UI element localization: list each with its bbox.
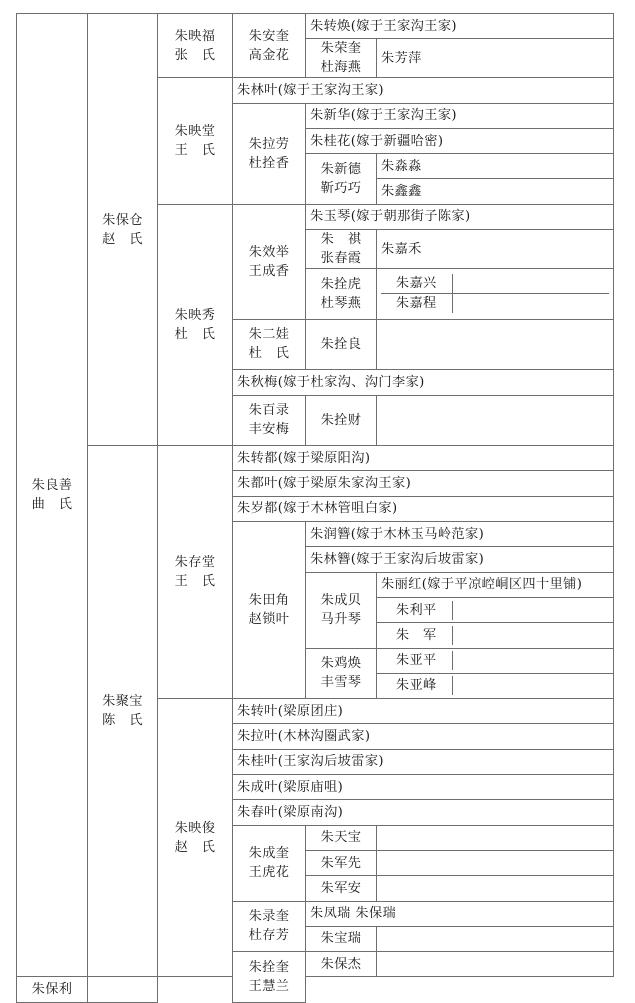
gen5-zhu-rong-kui <box>306 39 377 78</box>
gen4-zhu-cheng-ye: 朱成叶(梁原庙咀) <box>233 775 614 800</box>
blank-cell <box>377 876 614 901</box>
gen5-zhu-xin-de <box>306 154 377 205</box>
gen6-jia-xing-cheng-group <box>377 269 614 320</box>
gen5-spouse: 杜琴燕 <box>320 295 362 311</box>
gen5-zhu-shuan-hu <box>306 269 377 320</box>
blank-cell <box>377 850 614 875</box>
gen6-zhu-jia-he: 朱嘉禾 <box>377 230 614 269</box>
gen3-spouse: 赵 氏 <box>174 839 216 855</box>
table-row <box>17 977 614 1002</box>
blank-cell <box>452 651 609 670</box>
gen5-zhu-lin-zan: 朱林簪(嫁于王家沟后坡雷家) <box>306 547 614 572</box>
gen3-spouse: 杜 氏 <box>174 326 216 342</box>
gen5-spouse: 张春霞 <box>320 251 362 267</box>
gen4-name: 朱二娃 <box>248 327 290 343</box>
gen5-zhu-jun-an: 朱军安 <box>306 876 377 901</box>
blank-cell <box>377 395 614 446</box>
gen3-zhu-cun-tang <box>158 446 233 699</box>
gen4-zhu-an-kui <box>233 14 306 78</box>
gen4-spouse: 王成香 <box>248 263 290 279</box>
gen4-spouse: 丰安梅 <box>248 422 290 438</box>
ancestor-zhu-liang-shan <box>17 14 88 977</box>
gen6-zhu-fang-ping: 朱芳萍 <box>377 39 614 78</box>
gen5-name: 朱荣奎 <box>320 41 362 57</box>
gen4-zhu-er-wa <box>233 319 306 370</box>
gen4-zhu-sui-du: 朱岁都(嫁于木林管咀白家) <box>233 496 614 521</box>
gen6-zhu-ya-feng: 朱亚峰 <box>381 676 452 695</box>
gen5-zhu-xin-hua: 朱新华(嫁于王家沟王家) <box>306 103 614 128</box>
gen4-spouse: 杜 氏 <box>248 346 290 362</box>
gen5-zhu-qi <box>306 230 377 269</box>
gen5-name: 朱新德 <box>320 161 362 177</box>
gen5-name: 朱成贝 <box>320 593 362 609</box>
gen5-spouse: 靳巧巧 <box>320 180 362 196</box>
gen6-zhu-jia-xing: 朱嘉兴 <box>381 274 452 294</box>
gen4-name: 朱田角 <box>248 593 290 609</box>
gen6-zhu-li-hong: 朱丽红(嫁于平凉崆峒区四十里铺) <box>377 572 614 597</box>
gen4-name: 朱百录 <box>248 403 290 419</box>
gen4-zhu-lu-kui <box>233 901 306 952</box>
gen5-zhu-jun-xian: 朱军先 <box>306 850 377 875</box>
gen3-name: 朱映堂 <box>174 124 216 140</box>
gen6-jun-group <box>377 623 614 648</box>
gen5-spouse: 杜海燕 <box>320 60 362 76</box>
blank-cell <box>452 676 609 695</box>
gen4-zhu-la-lao <box>233 103 306 204</box>
gen5-zhu-yu-qin: 朱玉琴(嫁于朝那街子陈家) <box>306 204 614 229</box>
ancestor-spouse: 曲 氏 <box>31 497 73 513</box>
gen3-zhu-ying-xiu <box>158 204 233 445</box>
gen6-ya-ping-group <box>377 648 614 673</box>
gen4-zhu-gui-ye: 朱桂叶(王家沟后坡雷家) <box>233 749 614 774</box>
blank-cell <box>377 952 614 977</box>
gen6-zhu-xin-xin: 朱鑫鑫 <box>377 179 614 204</box>
gen6-zhu-sen-sen: 朱淼淼 <box>377 154 614 179</box>
gen4-zhu-du-ye: 朱都叶(嫁于梁原朱家沟王家) <box>233 471 614 496</box>
gen5-name: 朱 祺 <box>320 232 362 248</box>
gen6-zhu-jun: 朱 军 <box>381 626 452 645</box>
gen4-name: 朱拴奎 <box>248 959 290 975</box>
genealogy-table <box>16 13 614 1003</box>
gen4-spouse: 王虎花 <box>248 865 290 881</box>
gen5-zhu-bao-rui: 朱保瑞 <box>355 906 397 922</box>
blank-cell <box>452 626 609 645</box>
gen2-name: 朱聚宝 <box>102 694 143 710</box>
gen5-zhu-cheng-bei <box>306 572 377 648</box>
gen2-zhu-bao-cang <box>88 14 158 446</box>
gen3-name: 朱映秀 <box>174 307 216 323</box>
gen3-name: 朱映福 <box>174 28 216 44</box>
blank-cell <box>377 319 614 370</box>
gen4-zhu-la-ye: 朱拉叶(木林沟圈武家) <box>233 724 614 749</box>
gen4-zhu-zhuan-ye: 朱转叶(梁原团庄) <box>233 699 614 724</box>
blank-cell <box>377 926 614 951</box>
gen5-zhu-bao-jie: 朱保杰 <box>306 952 377 977</box>
gen5-zhu-bao-rui2: 朱宝瑞 <box>306 926 377 951</box>
gen4-name: 朱拉劳 <box>248 136 290 152</box>
gen4-zhu-shuan-kui <box>233 952 306 1003</box>
gen4-zhu-xiao-ju <box>233 204 306 319</box>
gen4-zhu-tian-jiao <box>233 522 306 699</box>
gen4-spouse: 赵锁叶 <box>248 612 290 628</box>
blank-cell <box>452 274 609 294</box>
blank-cell <box>452 294 609 314</box>
gen6-zhu-ya-ping: 朱亚平 <box>381 651 452 670</box>
gen6-ya-feng-group <box>377 673 614 698</box>
gen4-zhu-zhuan-du: 朱转都(嫁于梁原阳沟) <box>233 446 614 471</box>
gen4-spouse: 杜存芳 <box>248 928 290 944</box>
gen5-name: 朱拴虎 <box>320 276 362 292</box>
gen6-zhu-li-ping: 朱利平 <box>381 601 452 620</box>
table-row <box>17 446 614 471</box>
gen3-spouse: 张 氏 <box>174 47 216 63</box>
gen2-spouse: 陈 氏 <box>102 713 143 729</box>
gen4-spouse: 高金花 <box>248 47 290 63</box>
gen3-name: 朱映俊 <box>174 820 216 836</box>
gen5-zhu-bao-li: 朱保利 <box>17 977 88 1002</box>
gen3-spouse: 王 氏 <box>174 574 216 590</box>
gen4-spouse: 王慧兰 <box>248 978 290 994</box>
blank-cell <box>88 977 158 1002</box>
gen4-spouse: 杜拴香 <box>248 155 290 171</box>
gen3-zhu-ying-fu <box>158 14 233 78</box>
gen4-zhu-bai-lu <box>233 395 306 446</box>
blank-cell <box>452 601 609 620</box>
gen4-name: 朱录奎 <box>248 909 290 925</box>
gen4-name: 朱成奎 <box>248 846 290 862</box>
gen5-zhu-run-zan: 朱润簪(嫁于木林玉马岭范家) <box>306 522 614 547</box>
gen5-zhu-gui-hua: 朱桂花(嫁于新疆哈密) <box>306 128 614 153</box>
gen2-name: 朱保仓 <box>102 212 143 228</box>
gen5-zhu-tian-bao: 朱天宝 <box>306 825 377 850</box>
blank-cell <box>377 825 614 850</box>
gen4-zhu-lin-ye: 朱林叶(嫁于王家沟王家) <box>233 78 614 103</box>
gen5-zhu-zhuan-huan: 朱转焕(嫁于王家沟王家) <box>306 14 614 39</box>
gen5-zhu-shuan-cai: 朱拴财 <box>306 395 377 446</box>
gen2-zhu-ju-bao <box>88 446 158 977</box>
gen5-spouse: 马升琴 <box>320 612 362 628</box>
gen6-zhu-jia-cheng: 朱嘉程 <box>381 294 452 314</box>
gen5-feng-rui-bao-rui <box>306 901 614 926</box>
gen5-zhu-shuan-liang: 朱拴良 <box>306 319 377 370</box>
gen2-spouse: 赵 氏 <box>102 231 143 247</box>
gen5-spouse: 丰雪琴 <box>320 675 362 691</box>
gen6-li-ping-group <box>377 597 614 622</box>
gen4-zhu-cheng-kui <box>233 825 306 901</box>
gen3-zhu-ying-tang <box>158 78 233 204</box>
gen3-name: 朱存堂 <box>174 555 216 571</box>
gen4-name: 朱效举 <box>248 244 290 260</box>
gen3-zhu-ying-jun <box>158 699 233 977</box>
gen5-zhu-ji-huan <box>306 648 377 699</box>
gen5-name: 朱鸡焕 <box>320 656 362 672</box>
gen5-zhu-feng-rui: 朱凤瑞 <box>310 906 351 922</box>
table-row <box>17 14 614 39</box>
gen3-spouse: 王 氏 <box>174 143 216 159</box>
gen4-name: 朱安奎 <box>248 28 290 44</box>
gen4-zhu-chun-ye: 朱春叶(梁原南沟) <box>233 800 614 825</box>
gen4-zhu-qiu-mei: 朱秋梅(嫁于杜家沟、沟门李家) <box>233 370 614 395</box>
ancestor-name: 朱良善 <box>31 478 73 494</box>
